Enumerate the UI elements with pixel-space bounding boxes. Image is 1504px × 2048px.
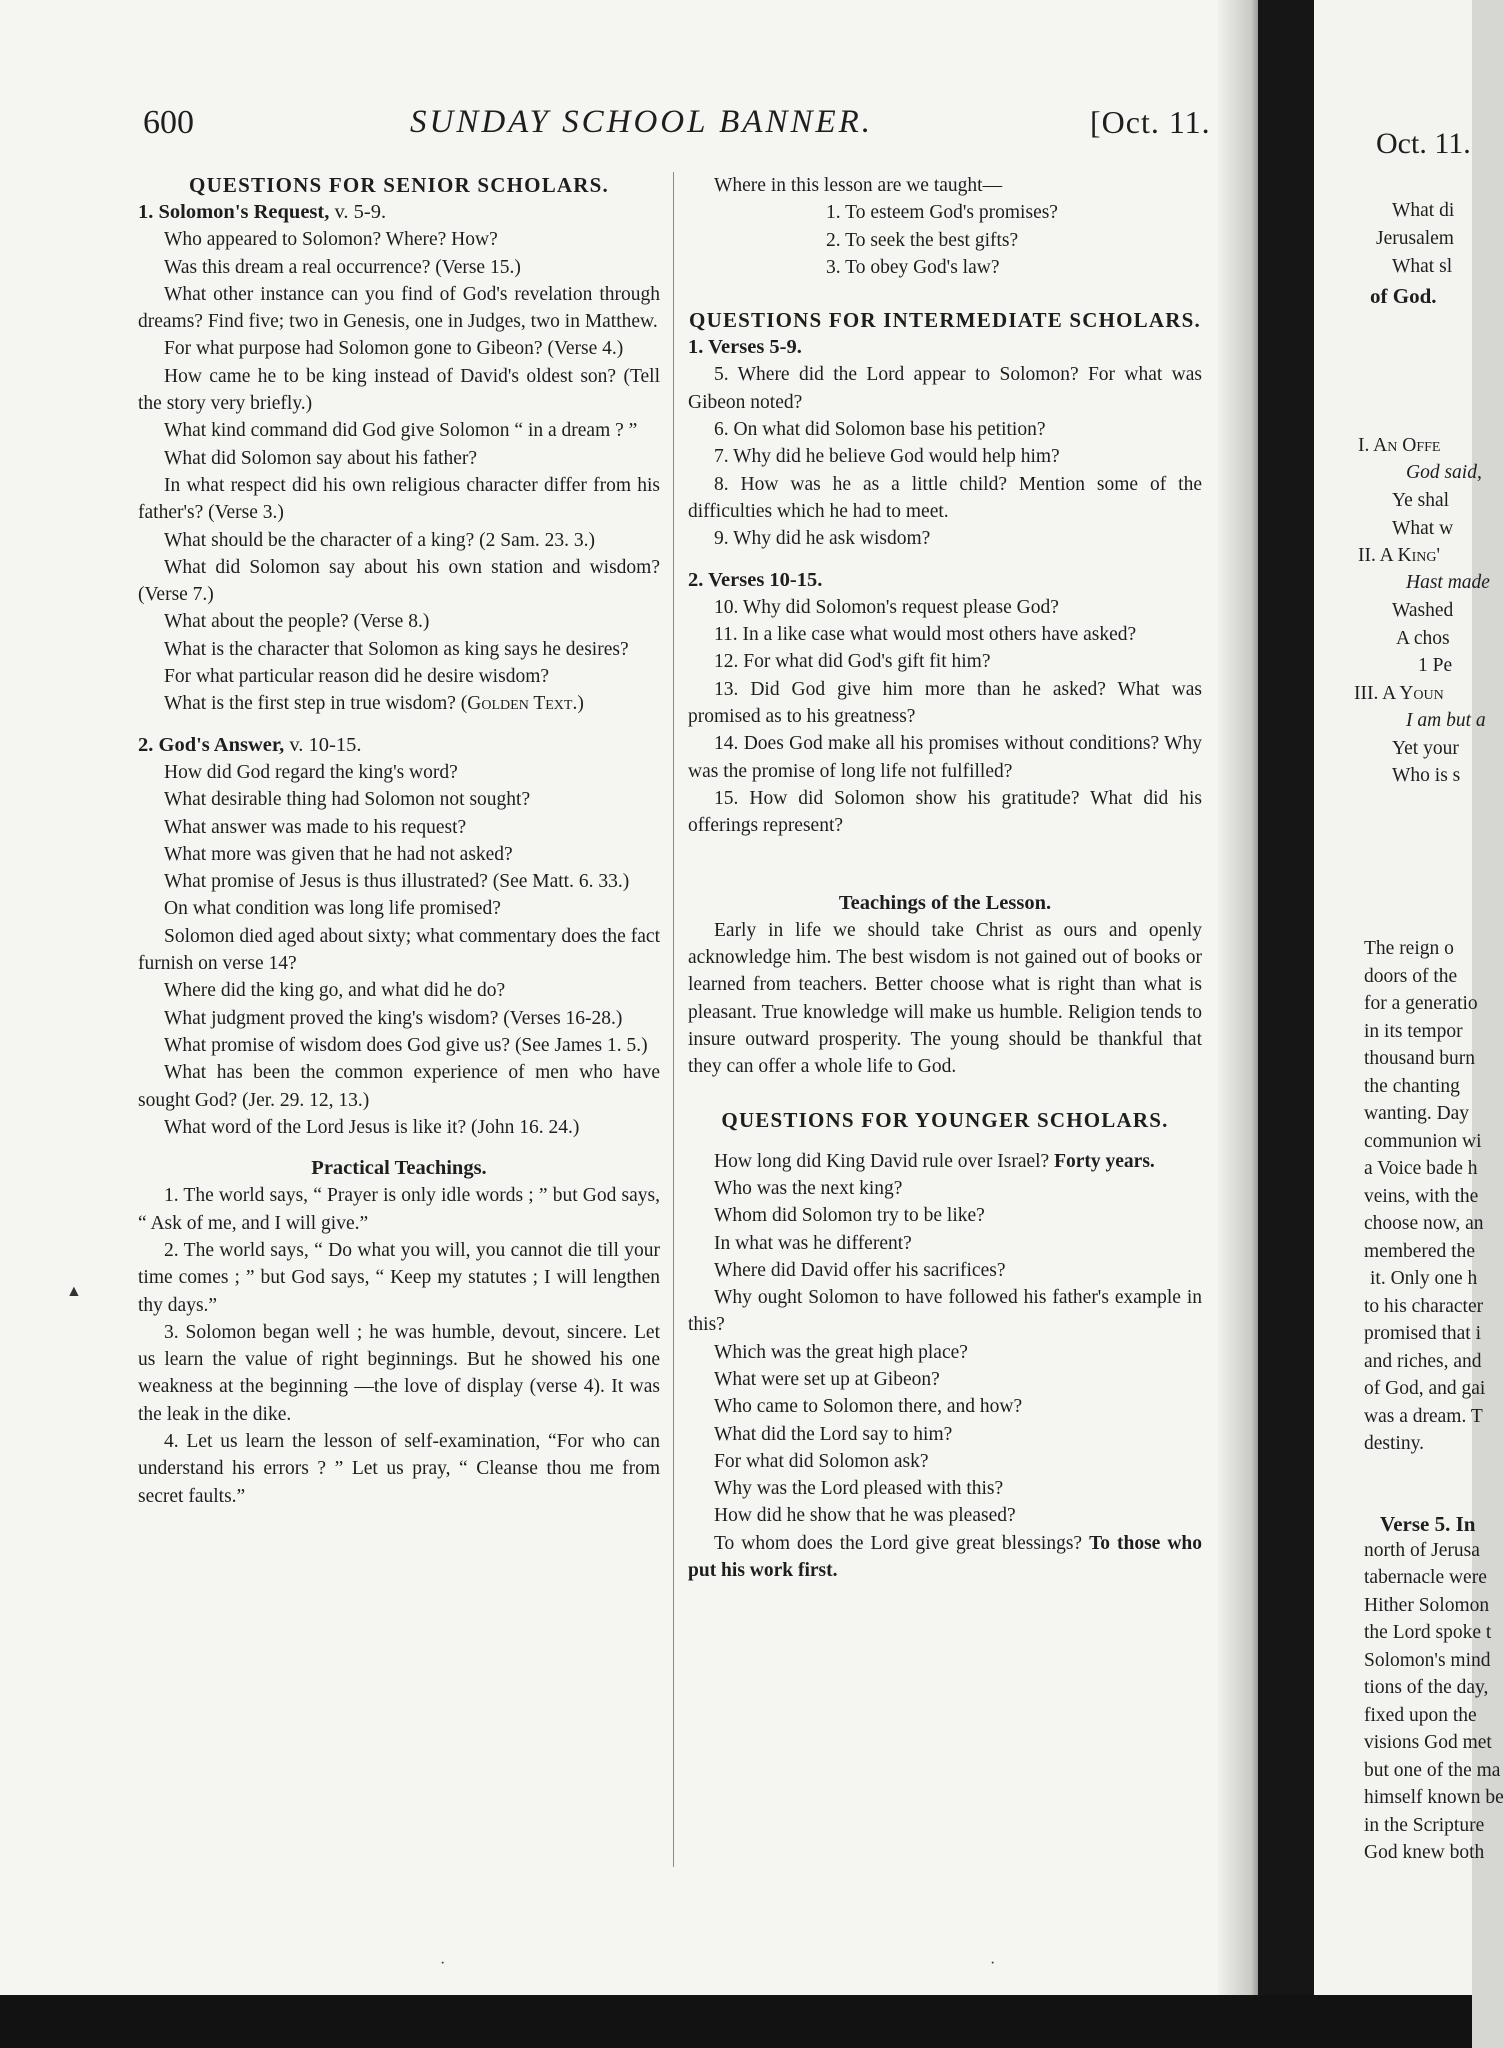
question-paragraph: What has been the common experience of men who have sought God? (Jer. 29. 12, 13.) (138, 1062, 660, 1111)
question-paragraph: What word of the Lord Jesus is like it? (John 16. 24.) (164, 1116, 580, 1138)
question-paragraph: Was this dream a real occurrence? (Verse 15.) (164, 256, 521, 278)
practical-item: 4. Let us learn the lesson of self-examination, “For who can understand his errors ? ” Let us pray, “ Cleanse thou me from secret faults.” (138, 1431, 660, 1507)
younger-last-a: To those who put his work first. (688, 1532, 1202, 1582)
facing-text-fragment: promised that i (1364, 1323, 1481, 1344)
facing-text-fragment: veins, with the (1364, 1186, 1479, 1207)
question-paragraph: 7. Why did he believe God would help him? (714, 446, 1060, 468)
question-paragraph: What kind command did God give Solomon “ in a dream ? ” (164, 420, 638, 442)
question-paragraph: What about the people? (Verse 8.) (164, 611, 430, 633)
senior-part1-questions (138, 226, 660, 690)
question-paragraph: 10. Why did Solomon's request please God? (714, 596, 1059, 618)
facing-text-fragment: Jerusalem (1376, 228, 1454, 249)
issue-date: [Oct. 11. (1090, 104, 1211, 140)
practical-item: 1. The world says, “ Prayer is only idle words ; ” but God says, “ Ask of me, and I will give.” (138, 1185, 660, 1234)
younger-last-q: To whom does the Lord give great blessings? (714, 1532, 1083, 1554)
senior-part1-title (138, 199, 660, 226)
question-paragraph: Which was the great high place? (714, 1341, 968, 1363)
question-paragraph: For what purpose had Solomon gone to Gibeon? (Verse 4.) (164, 338, 624, 360)
facing-text-fragment: himself known be (1364, 1787, 1504, 1808)
question-paragraph: What more was given that he had not asked? (164, 843, 513, 865)
golden-text-question (138, 690, 660, 717)
practical-item: 3. Solomon began well ; he was humble, devout, sincere. Let us learn the value of right beginnings. But he showed his one weakness at the beginning —the love of display (verse 4). It was the leak in the dike. (138, 1321, 660, 1425)
question-paragraph: What promise of wisdom does God give us? (See James 1. 5.) (164, 1034, 648, 1056)
facing-text-fragment: but one of the ma (1364, 1760, 1501, 1781)
book-gutter (1258, 0, 1314, 1995)
scan-bottom-edge (0, 1995, 1472, 2048)
facing-text-fragment: What w (1392, 518, 1454, 539)
facing-page-header: Oct. 11. (1376, 127, 1471, 160)
golden-end: .) (572, 693, 584, 715)
facing-text-fragment: III. A Youn (1354, 683, 1444, 704)
right-column (688, 172, 1202, 1584)
facing-text-fragment: Ye shal (1392, 490, 1450, 511)
question-paragraph: Who came to Solomon there, and how? (714, 1396, 1023, 1418)
senior-heading: QUESTIONS FOR SENIOR SCHOLARS. (189, 173, 609, 197)
question-paragraph: For what did Solomon ask? (714, 1450, 929, 1472)
question-paragraph: 8. How was he as a little child? Mention some of the difficulties which he had to meet. (688, 473, 1202, 522)
facing-text-fragment: Who is s (1392, 765, 1461, 786)
facing-text-fragment: fixed upon the (1364, 1705, 1477, 1726)
facing-text-fragment: Solomon's mind (1364, 1650, 1491, 1671)
question-paragraph: What did Solomon say about his father? (164, 447, 478, 469)
facing-text-fragment: in the Scripture (1364, 1815, 1485, 1836)
question-paragraph: What should be the character of a king? (2 Sam. 23. 3.) (164, 529, 596, 551)
intermediate-part1-questions (688, 361, 1202, 552)
practical-heading: Practical Teachings. (311, 1157, 487, 1180)
facing-text-fragment: a Voice bade h (1364, 1158, 1478, 1179)
question-paragraph: Solomon died aged about sixty; what commentary does the fact furnish on verse 14? (138, 925, 660, 975)
younger-heading: QUESTIONS FOR YOUNGER SCHOLARS. (721, 1107, 1169, 1132)
question-paragraph: In what respect did his own religious character differ from his father's? (Verse 3.) (138, 474, 660, 524)
question-paragraph: Where did David offer his sacrifices? (714, 1259, 1006, 1281)
taught-item: 3. To obey God's law? (826, 256, 1000, 278)
facing-text-fragment: of God. (1370, 284, 1437, 308)
facing-text-fragment: God said, (1406, 462, 1482, 483)
question-paragraph: Who appeared to Solomon? Where? How? (164, 229, 498, 251)
intermediate-part2-questions (688, 594, 1202, 840)
facing-text-fragment: north of Jerusa (1364, 1540, 1480, 1561)
younger-first-q: How long did King David rule over Israel? (714, 1150, 1050, 1172)
facing-text-fragment: communion wi (1364, 1131, 1482, 1152)
facing-text-fragment: tabernacle were (1364, 1567, 1487, 1588)
taught-item: 2. To seek the best gifts? (826, 229, 1019, 251)
younger-first-question (688, 1148, 1202, 1175)
younger-last-question (688, 1530, 1202, 1585)
facing-text-fragment: in its tempor (1364, 1021, 1463, 1042)
taught-intro: Where in this lesson are we taught— (714, 175, 1003, 196)
question-paragraph: What answer was made to his request? (164, 816, 467, 838)
facing-text-fragment: visions God met (1364, 1732, 1492, 1753)
question-paragraph: In what was he different? (714, 1232, 912, 1254)
teachings-heading: Teachings of the Lesson. (838, 891, 1052, 914)
intermediate-part2-title: 2. Verses 10-15. (688, 568, 823, 591)
facing-text-fragment: Hast made (1406, 572, 1490, 593)
facing-text-fragment: thousand burn (1364, 1048, 1476, 1069)
question-paragraph: Why ought Solomon to have followed his father's example in this? (688, 1287, 1202, 1336)
facing-page (1314, 0, 1504, 1995)
margin-dot: · (440, 1955, 446, 1972)
facing-text-fragment: tions of the day, (1364, 1677, 1489, 1698)
golden-text-label: Golden Text (467, 693, 573, 715)
facing-text-fragment: II. A King' (1358, 545, 1441, 566)
facing-text-fragment: of God, and gai (1364, 1378, 1486, 1399)
facing-text-fragment: God knew both (1364, 1842, 1485, 1863)
question-paragraph: 13. Did God give him more than he asked? What was promised as to his greatness? (688, 678, 1202, 728)
facing-text-fragment: destiny. (1364, 1433, 1424, 1454)
facing-text-fragment: membered the (1364, 1241, 1475, 1262)
journal-title: SUNDAY SCHOOL BANNER. (410, 104, 874, 140)
facing-text-fragment: wanting. Day (1364, 1103, 1470, 1124)
senior-part2-questions (138, 759, 660, 1141)
facing-text-fragment: and riches, and (1364, 1351, 1482, 1372)
question-paragraph: Who was the next king? (714, 1177, 903, 1199)
question-paragraph: On what condition was long life promised? (164, 898, 501, 920)
margin-mark: ▲ (66, 1283, 82, 1300)
question-paragraph: 14. Does God make all his promises without conditions? Why was the promise of long life not fulfilled? (688, 733, 1202, 782)
facing-text-fragment: Washed (1392, 600, 1454, 621)
question-paragraph: 9. Why did he ask wisdom? (714, 528, 931, 550)
column-divider (673, 172, 674, 1867)
question-paragraph: 12. For what did God's gift fit him? (714, 651, 991, 673)
practical-item: 2. The world says, “ Do what you will, you cannot die till your time comes ; ” but God says, “ Keep my statutes ; I will lengthen thy days.” (138, 1239, 660, 1316)
facing-text-fragment: Verse 5. In (1380, 1512, 1476, 1536)
question-paragraph: What promise of Jesus is thus illustrated? (See Matt. 6. 33.) (164, 871, 630, 893)
question-paragraph: For what particular reason did he desire wisdom? (164, 666, 550, 688)
question-paragraph: Why was the Lord pleased with this? (714, 1478, 1004, 1500)
question-paragraph: How came he to be king instead of David's oldest son? (Tell the story very briefly.) (138, 365, 660, 415)
question-paragraph: Whom did Solomon try to be like? (714, 1205, 985, 1227)
facing-text-fragment: for a generatio (1364, 993, 1478, 1014)
question-paragraph: What desirable thing had Solomon not sought? (164, 789, 531, 811)
left-column (138, 172, 660, 1510)
facing-text-fragment: choose now, an (1364, 1213, 1484, 1234)
taught-list (688, 199, 1202, 281)
teachings-text: Early in life we should take Christ as ours and openly acknowledge him. The best wisdom is not gained out of books or learned from teachers. Better choose what is right than what is pleasant. True knowledge will make us humble. Religion tends to insure outward prosperity. The young should be thankful that they can offer a whole life to God. (688, 919, 1202, 1078)
facing-text-fragment: Yet your (1392, 738, 1459, 759)
margin-dot: · (990, 1955, 996, 1972)
facing-text-fragment: the chanting (1364, 1076, 1460, 1097)
facing-text-fragment: What sl (1392, 256, 1453, 277)
question-paragraph: 15. How did Solomon show his gratitude? What did his offerings represent? (688, 787, 1202, 837)
senior-part1-label: 1. Solomon's Request, (138, 201, 330, 223)
younger-questions (688, 1175, 1202, 1530)
practical-teachings (138, 1182, 660, 1510)
senior-part2-ref: v. 10-15. (289, 733, 362, 756)
facing-text-fragment: A chos (1396, 628, 1450, 649)
facing-text-fragment: was a dream. T (1364, 1406, 1483, 1427)
facing-text-fragment: 1 Pe (1418, 655, 1453, 676)
question-paragraph: What did Solomon say about his own station and wisdom? (Verse 7.) (138, 556, 660, 606)
question-paragraph: How did God regard the king's word? (164, 761, 458, 783)
golden-line: What is the first step in true wisdom? ( (164, 693, 468, 715)
senior-part1-ref: v. 5-9. (334, 201, 387, 223)
page-number: 600 (143, 104, 194, 141)
question-paragraph: 11. In a like case what would most others have asked? (714, 624, 1137, 646)
question-paragraph: 6. On what did Solomon base his petition? (714, 419, 1046, 441)
senior-part2-label: 2. God's Answer, (138, 733, 285, 756)
question-paragraph: What did the Lord say to him? (714, 1423, 953, 1445)
facing-text-fragment: I am but a (1406, 710, 1486, 731)
younger-first-a: Forty years. (1054, 1150, 1155, 1172)
taught-item: 1. To esteem God's promises? (826, 202, 1058, 224)
question-paragraph: What other instance can you find of God's revelation through dreams? Find five; two in Genesis, one in Judges, two in Matthew. (138, 283, 660, 333)
facing-text-fragment: the Lord spoke t (1364, 1622, 1492, 1643)
intermediate-heading: QUESTIONS FOR INTERMEDIATE SCHOLARS. (689, 308, 1201, 333)
senior-part2-title (138, 732, 660, 759)
facing-text-fragment: it. Only one h (1370, 1268, 1478, 1289)
facing-text-fragment: The reign o (1364, 938, 1454, 959)
facing-text-fragment: to his character (1364, 1296, 1484, 1317)
facing-text-fragment: Hither Solomon (1364, 1595, 1490, 1616)
question-paragraph: How did he show that he was pleased? (714, 1505, 1016, 1527)
question-paragraph: What is the character that Solomon as king says he desires? (164, 638, 629, 660)
question-paragraph: Where did the king go, and what did he do? (164, 980, 506, 1002)
facing-text-fragment: doors of the (1364, 966, 1458, 987)
question-paragraph: 5. Where did the Lord appear to Solomon? For what was Gibeon noted? (688, 364, 1202, 413)
question-paragraph: What judgment proved the king's wisdom? (Verses 16-28.) (164, 1007, 623, 1029)
facing-text-fragment: I. An Offe (1358, 435, 1441, 456)
intermediate-part1-title: 1. Verses 5-9. (688, 336, 802, 359)
facing-text-fragment: What di (1392, 200, 1455, 221)
question-paragraph: What were set up at Gibeon? (714, 1368, 940, 1390)
